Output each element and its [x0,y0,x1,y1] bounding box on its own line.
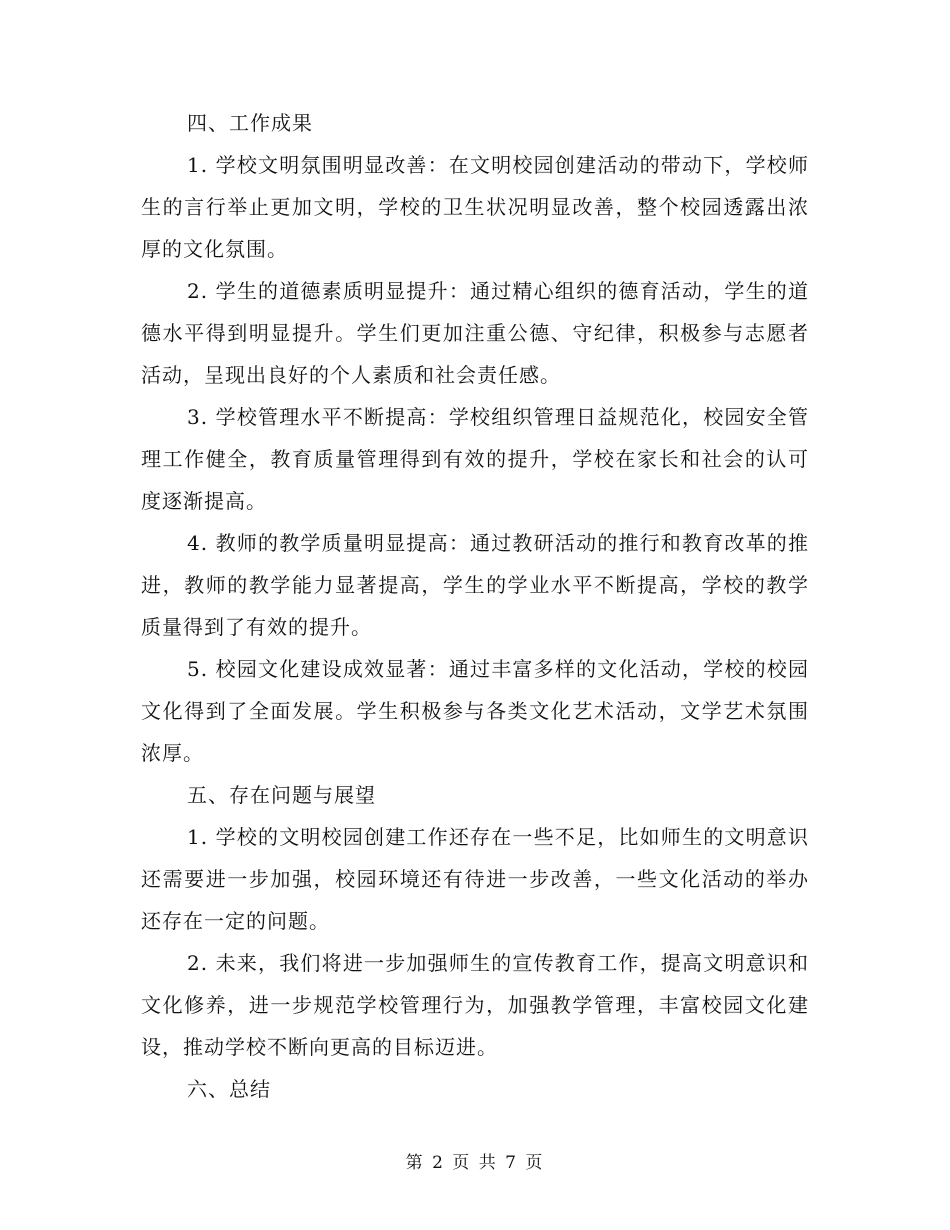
section-heading-problems: 五、存在问题与展望 [187,783,376,807]
results-item-1: 1. 学校文明氛围明显改善：在文明校园创建活动的带动下，学校师生的言行举止更加文明，学校的卫生状况明显改善，整个校园透露出浓厚的文化氛围。 [141,153,809,261]
results-item-3: 3. 学校管理水平不断提高：学校组织管理日益规范化，校园安全管理工作健全，教育质量管理得到有效的提升，学校在家长和社会的认可度逐渐提高。 [141,405,809,513]
problems-item-1: 1. 学校的文明校园创建工作还存在一些不足，比如师生的文明意识还需要进一步加强，校园环境还有待进一步改善，一些文化活动的举办还存在一定的问题。 [141,825,809,933]
results-item-2: 2. 学生的道德素质明显提升：通过精心组织的德育活动，学生的道德水平得到明显提升。学生们更加注重公德、守纪律，积极参与志愿者活动，呈现出良好的个人素质和社会责任感。 [141,279,809,387]
problems-item-2: 2. 未来，我们将进一步加强师生的宣传教育工作，提高文明意识和文化修养，进一步规范学校管理行为，加强教学管理，丰富校园文化建设，推动学校不断向更高的目标迈进。 [141,951,809,1059]
document-body [141,102,809,1110]
results-item-4: 4. 教师的教学质量明显提高：通过教研活动的推行和教育改革的推进，教师的教学能力显著提高，学生的学业水平不断提高，学校的教学质量得到了有效的提升。 [141,531,809,639]
section-heading-results: 四、工作成果 [187,111,313,135]
page-number-footer: 第 2 页 共 7 页 [405,1153,545,1173]
section-heading-summary: 六、总结 [187,1077,271,1101]
results-item-5: 5. 校园文化建设成效显著：通过丰富多样的文化活动，学校的校园文化得到了全面发展。学生积极参与各类文化艺术活动，文学艺术氛围浓厚。 [141,657,809,765]
